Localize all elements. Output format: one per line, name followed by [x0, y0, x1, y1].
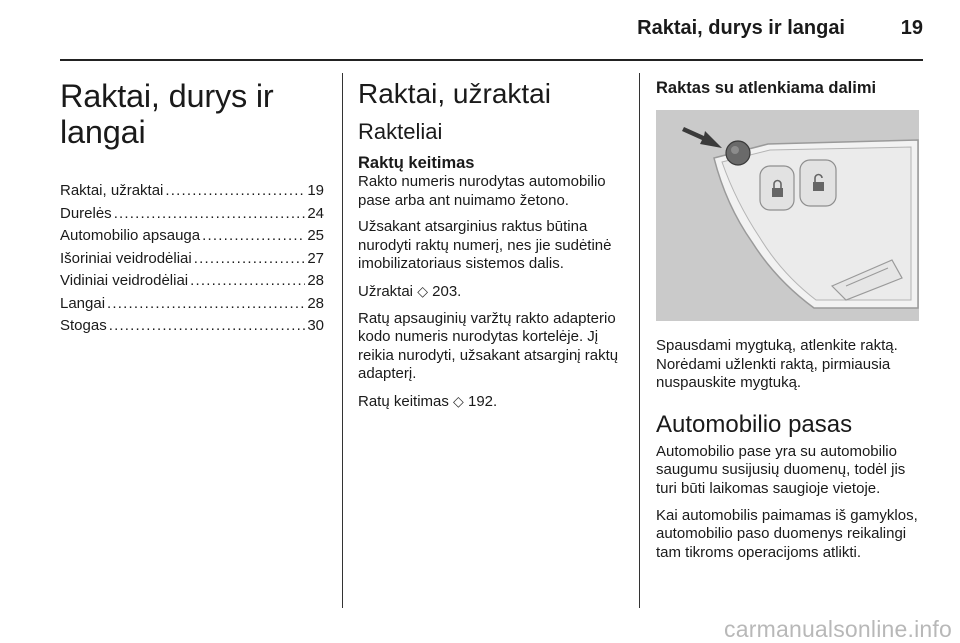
toc-entry-label: Langai	[60, 294, 106, 312]
running-header-title: Raktai, durys ir langai	[637, 17, 845, 39]
chapter-title: Raktai, durys ir langai	[60, 78, 274, 150]
toc-entry[interactable]	[60, 315, 324, 338]
chapter-column	[60, 78, 324, 338]
toc-leader-dots	[109, 315, 306, 338]
running-header	[560, 17, 923, 47]
folding-key-drawing	[656, 110, 919, 321]
toc-leader-dots	[114, 203, 306, 226]
spare-keys-paragraph: Užsakant atsarginius raktus būtina nurodyti raktų numerį, nes jie sudėtinė imobilizatoriaus sistemos dalis.	[358, 218, 612, 273]
toc-leader-dots	[194, 248, 306, 271]
toc-entry-page: 28	[307, 294, 324, 312]
reference-arrow-icon: ◇	[453, 392, 464, 409]
table-of-contents	[60, 180, 324, 338]
folding-key-instructions: Spausdami mygtuką, atlenkite raktą. Norėdami užlenkti raktą, pirmiausia nuspauskite mygtuką.	[656, 337, 898, 392]
toc-entry-page: 30	[307, 317, 324, 334]
toc-entry[interactable]	[60, 270, 324, 293]
folding-key-illustration	[656, 110, 919, 321]
toc-leader-dots	[190, 270, 305, 293]
toc-entry-label: Stogas	[60, 317, 107, 334]
wheel-bolt-adapter-paragraph: Ratų apsauginių varžtų rakto adapterio kodo numeris nurodytas kortelėje. Jį reikia nurodyti, užsakant atsarginį raktų adapterį.	[358, 309, 619, 383]
toc-leader-dots	[202, 225, 305, 248]
toc-leader-dots	[165, 180, 305, 203]
watermark: carmanualsonline.info	[724, 616, 952, 642]
wheel-change-reference[interactable]	[358, 392, 626, 412]
toc-entry[interactable]	[60, 248, 324, 271]
reference-arrow-icon: ◇	[417, 282, 428, 299]
topic-heading: Raktų keitimas	[358, 154, 475, 172]
toc-entry-page: 19	[307, 182, 324, 199]
subsection-heading: Rakteliai	[358, 119, 443, 144]
vehicle-passport-paragraph-1: Automobilio pase yra su automobilio saugumu susijusių duomenų, todėl jis turi būti laikomas saugioje vietoje.	[656, 442, 906, 497]
toc-entry-page: 27	[307, 249, 324, 267]
locks-reference-label: Užraktai	[358, 282, 414, 300]
folding-key-heading: Raktas su atlenkiama dalimi	[656, 79, 877, 97]
toc-entry-label: Durelės	[60, 204, 112, 222]
toc-entry[interactable]	[60, 203, 324, 226]
toc-entry[interactable]	[60, 225, 324, 248]
vehicle-passport-paragraph-2: Kai automobilis paimamas iš gamyklos, automobilio paso duomenys reikalingi tam tikroms operacijoms atlikti.	[656, 506, 918, 561]
toc-entry-page: 24	[307, 204, 324, 222]
right-column	[656, 78, 922, 570]
toc-entry-label: Raktai, užraktai	[60, 182, 164, 199]
section-heading: Raktai, užraktai	[358, 78, 551, 109]
column-divider-2	[639, 73, 640, 608]
toc-leader-dots	[107, 293, 305, 316]
wheel-change-reference-label: Ratų keitimas	[358, 392, 449, 410]
toc-entry[interactable]	[60, 180, 324, 203]
page-number: 19	[900, 17, 923, 39]
header-rule	[60, 59, 923, 61]
locks-reference[interactable]	[358, 282, 626, 302]
wheel-change-reference-page: 192.	[468, 392, 498, 410]
toc-entry-label: Vidiniai veidrodėliai	[60, 272, 189, 289]
toc-entry-label: Automobilio apsauga	[60, 227, 201, 244]
locks-reference-page: 203.	[432, 282, 462, 300]
column-divider-1	[342, 73, 343, 608]
key-number-paragraph: Rakto numeris nurodytas automobilio pase arba ant nuimamo žetono.	[358, 173, 606, 209]
toc-entry[interactable]	[60, 293, 324, 316]
toc-entry-label: Išoriniai veidrodėliai	[60, 249, 192, 267]
middle-column	[358, 78, 626, 420]
toc-entry-page: 25	[307, 227, 324, 244]
vehicle-passport-heading: Automobilio pasas	[656, 410, 853, 438]
toc-entry-page: 28	[307, 272, 324, 289]
